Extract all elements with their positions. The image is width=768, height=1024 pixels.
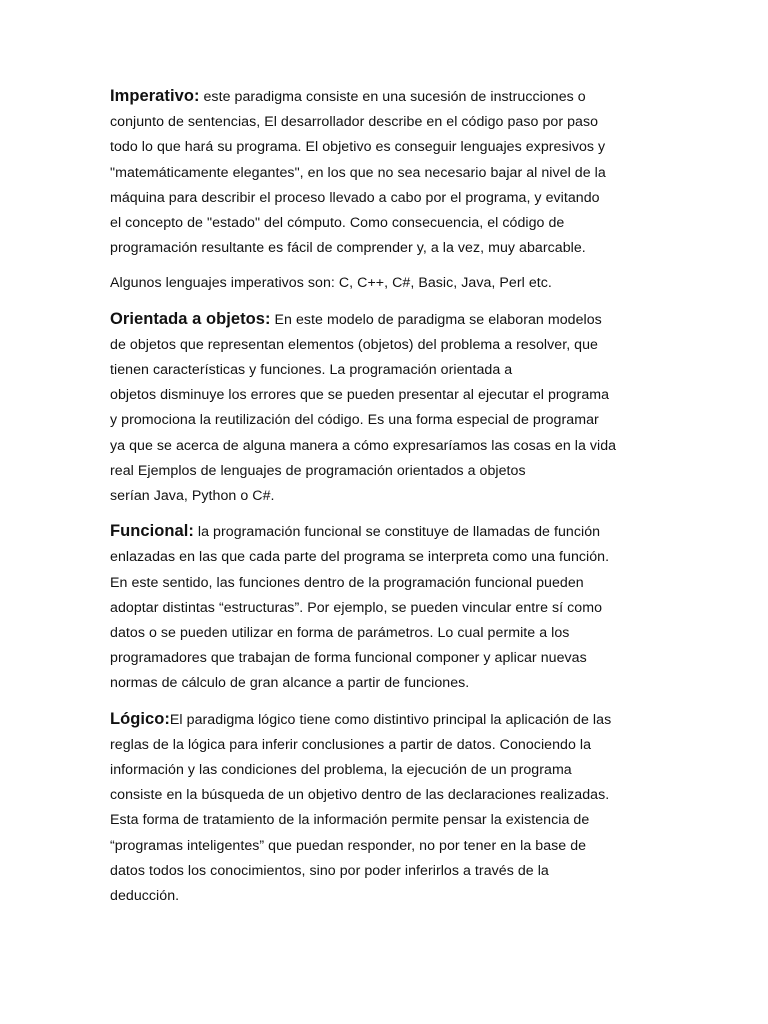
paragraph-line: y promociona la reutilización del código. Es una forma especial de programar	[110, 412, 599, 429]
paragraph-line: Lógico:El paradigma lógico tiene como distintivo principal la aplicación de las	[110, 709, 612, 728]
paragraph-line: deducción.	[110, 888, 180, 905]
paragraph-line: adoptar distintas “estructuras”. Por ejemplo, se pueden vincular entre sí como	[110, 599, 603, 616]
paragraph-line: “programas inteligentes” que puedan responder, no por tener en la base de	[110, 837, 587, 854]
paragraph-funcional	[110, 519, 662, 696]
paragraph-gap	[110, 509, 662, 519]
paragraph-gap	[110, 297, 662, 307]
paragraph-line: programadores que trabajan de forma funcional componer y aplicar nuevas	[110, 650, 587, 667]
paragraph-orientada-objetos	[110, 307, 662, 510]
paragraph-line: enlazadas en las que cada parte del programa se interpreta como una función.	[110, 549, 610, 566]
document-body	[110, 84, 662, 909]
paragraph-line: Funcional: la programación funcional se constituye de llamadas de función	[110, 522, 601, 541]
paragraph-imperative-languages	[110, 271, 662, 296]
paragraph-line: información y las condiciones del problema, la ejecución de un programa	[110, 762, 572, 779]
paragraph-line: conjunto de sentencias, El desarrollador describe en el código paso por paso	[110, 114, 599, 131]
paragraph-line: serían Java, Python o C#.	[110, 488, 275, 505]
paragraph-line: objetos disminuye los errores que se pueden presentar al ejecutar el programa	[110, 387, 610, 404]
paragraph-line: de objetos que representan elementos (objetos) del problema a resolver, que	[110, 336, 599, 353]
paragraph-line: consiste en la búsqueda de un objetivo dentro de las declaraciones realizadas.	[110, 787, 610, 804]
paragraph-line: programación resultante es fácil de comprender y, a la vez, muy abarcable.	[110, 240, 586, 257]
paragraph-imperativo	[110, 84, 662, 261]
paragraph-line: Esta forma de tratamiento de la información permite pensar la existencia de	[110, 812, 590, 829]
heading-logico: Lógico:	[110, 709, 170, 728]
paragraph-gap	[110, 697, 662, 707]
heading-funcional: Funcional:	[110, 522, 194, 541]
paragraph-logico	[110, 707, 662, 910]
paragraph-line: todo lo que hará su programa. El objetivo es conseguir lenguajes expresivos y	[110, 139, 606, 156]
paragraph-line: ya que se acerca de alguna manera a cómo expresaríamos las cosas en la vida	[110, 437, 617, 454]
paragraph-line: reglas de la lógica para inferir conclusiones a partir de datos. Conociendo la	[110, 736, 592, 753]
heading-imperativo: Imperativo:	[110, 87, 200, 105]
paragraph-line: "matemáticamente elegantes", en los que no sea necesario bajar al nivel de la	[110, 164, 606, 181]
paragraph-line: máquina para describir el proceso llevado a cabo por el programa, y evitando	[110, 189, 600, 206]
paragraph-line: datos o se pueden utilizar en forma de parámetros. Lo cual permite a los	[110, 625, 570, 642]
paragraph-line: real Ejemplos de lenguajes de programación orientados a objetos	[110, 462, 526, 479]
paragraph-line: datos todos los conocimientos, sino por poder inferirlos a través de la	[110, 862, 549, 879]
paragraph-line: tienen características y funciones. La programación orientada a	[110, 362, 513, 379]
paragraph-line: Orientada a objetos: En este modelo de paradigma se elaboran modelos	[110, 309, 602, 328]
paragraph-gap	[110, 261, 662, 271]
paragraph-line: normas de cálculo de gran alcance a partir de funciones.	[110, 675, 470, 692]
paragraph-line: Algunos lenguajes imperativos son: C, C++, C#, Basic, Java, Perl etc.	[110, 275, 552, 292]
paragraph-line: Imperativo: este paradigma consiste en una sucesión de instrucciones o	[110, 87, 586, 105]
paragraph-line: el concepto de "estado" del cómputo. Como consecuencia, el código de	[110, 215, 565, 232]
paragraph-line: En este sentido, las funciones dentro de la programación funcional pueden	[110, 574, 584, 591]
heading-orientada-objetos: Orientada a objetos:	[110, 309, 271, 328]
